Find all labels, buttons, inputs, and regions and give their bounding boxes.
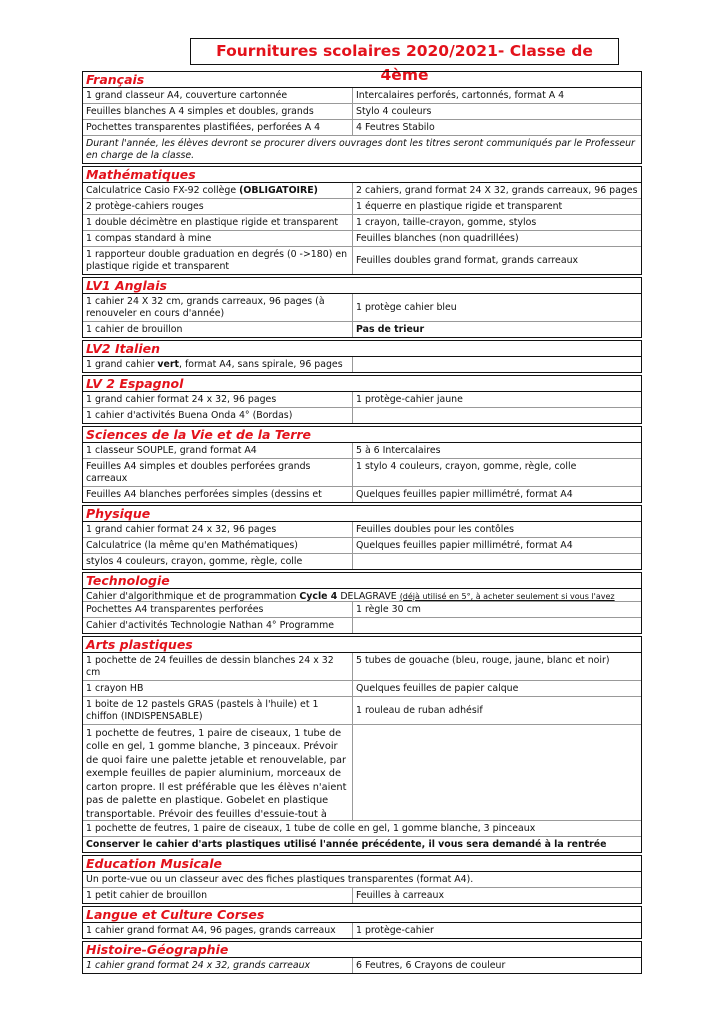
- item-text: Stylo 4 couleurs: [356, 105, 432, 117]
- item-text: 1 compas standard à mine: [83, 231, 353, 246]
- section-heading: Arts plastiques: [83, 637, 641, 653]
- section-heading: Education Musicale: [83, 856, 641, 872]
- section-physique: [82, 505, 642, 570]
- list-item: [83, 486, 641, 502]
- item-text: Pochettes A4 transparentes perforées: [83, 602, 353, 617]
- item-text: 1 classeur SOUPLE, grand format A4: [83, 443, 353, 458]
- section-italien: [82, 340, 642, 373]
- item-text: Feuilles blanches A 4 simples et doubles, grands: [83, 104, 353, 119]
- item-text: 1 stylo 4 couleurs, crayon, gomme, règle, colle: [356, 460, 577, 472]
- item-text-part: , format A4, sans spirale, 96 pages: [179, 358, 343, 370]
- list-item: [83, 923, 641, 938]
- list-item: [83, 119, 641, 135]
- item-text-bold: vert: [157, 358, 179, 370]
- item-text: Pas de trieur: [356, 323, 425, 335]
- section-arts: [82, 636, 642, 853]
- item-text: [83, 357, 353, 372]
- item-text: 1 protège cahier bleu: [356, 301, 457, 313]
- item-text: 1 pochette de 24 feuilles de dessin blanches 24 x 32 cm: [83, 653, 353, 680]
- item-text-part: DELAGRAVE: [337, 590, 400, 601]
- section-svt: [82, 426, 642, 503]
- section-heading: Mathématiques: [83, 167, 641, 183]
- list-item: [83, 522, 641, 537]
- section-histoire: [82, 941, 642, 974]
- list-item: [83, 103, 641, 119]
- item-text: 1 grand classeur A4, couverture cartonnée: [83, 88, 353, 103]
- item-text: 1 petit cahier de brouillon: [83, 888, 353, 903]
- item-text: Quelques feuilles de papier calque: [356, 682, 519, 694]
- list-item: [83, 392, 641, 407]
- item-text: 1 double décimètre en plastique rigide et transparent: [83, 215, 353, 230]
- item-text: 1 crayon HB: [83, 681, 353, 696]
- section-heading: Histoire-Géographie: [83, 942, 641, 958]
- list-item: [83, 589, 641, 601]
- item-text: 5 tubes de gouache (bleu, rouge, jaune, blanc et noir): [356, 654, 610, 666]
- item-text: [353, 408, 641, 423]
- list-item: [83, 458, 641, 486]
- item-text: 1 protège-cahier jaune: [356, 393, 463, 405]
- item-text: Feuilles doubles pour les contôles: [356, 523, 515, 535]
- section-heading: LV2 Italien: [83, 341, 641, 357]
- item-text: 1 grand cahier format 24 x 32, 96 pages: [83, 392, 353, 407]
- item-text-bold: (OBLIGATOIRE): [239, 184, 318, 196]
- list-item: [83, 198, 641, 214]
- item-text: [353, 554, 641, 569]
- item-text: 1 rapporteur double graduation en degrés (0 ->180) en plastique rigide et transparent: [83, 247, 353, 274]
- empty-cell: [353, 357, 641, 372]
- section-heading: LV1 Anglais: [83, 278, 641, 294]
- section-heading: Français: [83, 72, 641, 88]
- item-text: Feuilles doubles grand format, grands carreaux: [356, 254, 579, 266]
- list-item: [83, 443, 641, 458]
- list-item: [83, 872, 641, 887]
- list-item: [83, 321, 641, 337]
- empty-cell: [353, 725, 641, 820]
- list-item: [83, 230, 641, 246]
- list-item: [83, 553, 641, 569]
- item-text: Feuilles blanches (non quadrillées): [356, 232, 519, 244]
- item-text: 1 rouleau de ruban adhésif: [356, 704, 483, 716]
- list-item: [83, 836, 641, 852]
- section-heading: Langue et Culture Corses: [83, 907, 641, 923]
- list-item: [83, 214, 641, 230]
- list-item: [83, 696, 641, 724]
- item-text: 1 cahier de brouillon: [83, 322, 353, 337]
- section-maths: [82, 166, 642, 275]
- list-item: [83, 407, 641, 423]
- item-text: Cahier d'activités Technologie Nathan 4° Programme: [83, 618, 353, 633]
- list-item: [83, 680, 641, 696]
- item-text: 1 protège-cahier: [356, 924, 434, 936]
- note-text: Durant l'année, les élèves devront se procurer divers ouvrages dont les titres seront communiqués par le Professeur en charge de la classe.: [86, 137, 635, 161]
- item-text: Intercalaires perforés, cartonnés, format A 4: [356, 89, 565, 101]
- list-item: [83, 820, 641, 836]
- item-text: Feuilles à carreaux: [356, 889, 444, 901]
- list-item: [83, 601, 641, 617]
- item-text: 1 équerre en plastique rigide et transparent: [356, 200, 563, 212]
- list-item: [83, 958, 641, 973]
- section-corse: [82, 906, 642, 939]
- list-item: [83, 88, 641, 103]
- item-text: 2 protège-cahiers rouges: [83, 199, 353, 214]
- item-text: 1 crayon, taille-crayon, gomme, stylos: [356, 216, 537, 228]
- item-text: 1 pochette de feutres, 1 paire de ciseaux, 1 tube de colle en gel, 1 gomme blanche, 3 pinceaux. Prévoir de quoi faire une palette jetable et renouvelable, par exemple feuilles de papier aluminium, morceaux de carton propre. Il est préférable que les élèves n'aient pas de palette en plastique. Gobelet en plastique transportable. Prévoir des feuilles d'essuie-tout à: [83, 725, 353, 820]
- list-item: [83, 887, 641, 903]
- item-text: 5 à 6 Intercalaires: [356, 444, 441, 456]
- item-text: 1 cahier grand format A4, 96 pages, grands carreaux: [83, 923, 353, 938]
- list-item: [83, 357, 641, 372]
- item-text-part: Calculatrice Casio FX-92 collège: [86, 184, 240, 196]
- item-text: Quelques feuilles papier millimétré, format A4: [356, 539, 573, 551]
- item-text: 1 cahier grand format 24 x 32, grands carreaux: [83, 958, 353, 973]
- page-title: Fournitures scolaires 2020/2021- Classe de 4ème: [190, 38, 619, 65]
- item-text: Feuilles A4 blanches perforées simples (dessins et: [83, 487, 353, 502]
- item-text-part: 1 grand cahier: [86, 358, 158, 370]
- item-text: Pochettes transparentes plastifiées, perforées A 4: [83, 120, 353, 135]
- section-espagnol: [82, 375, 642, 424]
- section-francais: [82, 71, 642, 164]
- list-item: [83, 294, 641, 321]
- item-text: 1 cahier d'activités Buena Onda 4° (Bordas): [83, 408, 353, 423]
- section-heading: Sciences de la Vie et de la Terre: [83, 427, 641, 443]
- list-item: [83, 183, 641, 198]
- list-item: [83, 724, 641, 820]
- item-text: 1 grand cahier format 24 x 32, 96 pages: [83, 522, 353, 537]
- item-text: Un porte-vue ou un classeur avec des fiches plastiques transparentes (format A4).: [86, 873, 474, 885]
- item-text: stylos 4 couleurs, crayon, gomme, règle, colle: [83, 554, 353, 569]
- item-text-bold: Cycle 4: [299, 590, 338, 601]
- item-text: 6 Feutres, 6 Crayons de couleur: [356, 959, 506, 971]
- item-text: Calculatrice (la même qu'en Mathématiques): [83, 538, 353, 553]
- section-heading: LV 2 Espagnol: [83, 376, 641, 392]
- item-text: 1 boite de 12 pastels GRAS (pastels à l'huile) et 1 chiffon (INDISPENSABLE): [83, 697, 353, 724]
- empty-cell: [353, 618, 641, 633]
- item-text: Conserver le cahier d'arts plastiques utilisé l'année précédente, il vous sera demandé à la rentrée: [86, 838, 607, 850]
- list-item: [83, 246, 641, 274]
- item-text: 2 cahiers, grand format 24 X 32, grands carreaux, 96 pages: [356, 184, 638, 196]
- section-musique: [82, 855, 642, 904]
- item-text: 4 Feutres Stabilo: [356, 121, 435, 133]
- item-text: Quelques feuilles papier millimétré, format A4: [356, 488, 573, 500]
- item-text: [83, 589, 641, 601]
- section-anglais: [82, 277, 642, 338]
- list-item: [83, 617, 641, 633]
- item-text-note: (déjà utilisé en 5°, à acheter seulement si vous l'avez: [399, 591, 615, 601]
- section-technologie: [82, 572, 642, 634]
- item-text: 1 règle 30 cm: [356, 603, 421, 615]
- supplies-sheet: [82, 71, 642, 976]
- list-item: [83, 135, 641, 163]
- item-text: 1 cahier 24 X 32 cm, grands carreaux, 96 pages (à renouveler en cours d'année): [83, 294, 353, 321]
- section-heading: Technologie: [83, 573, 641, 589]
- section-heading: Physique: [83, 506, 641, 522]
- item-text: Feuilles A4 simples et doubles perforées grands carreaux: [83, 459, 353, 486]
- list-item: [83, 653, 641, 680]
- list-item: [83, 537, 641, 553]
- item-text: 1 pochette de feutres, 1 paire de ciseaux, 1 tube de colle en gel, 1 gomme blanche, 3 pinceaux: [86, 822, 536, 834]
- item-text-part: Cahier d'algorithmique et de programmation: [86, 590, 300, 601]
- item-text: [83, 183, 353, 198]
